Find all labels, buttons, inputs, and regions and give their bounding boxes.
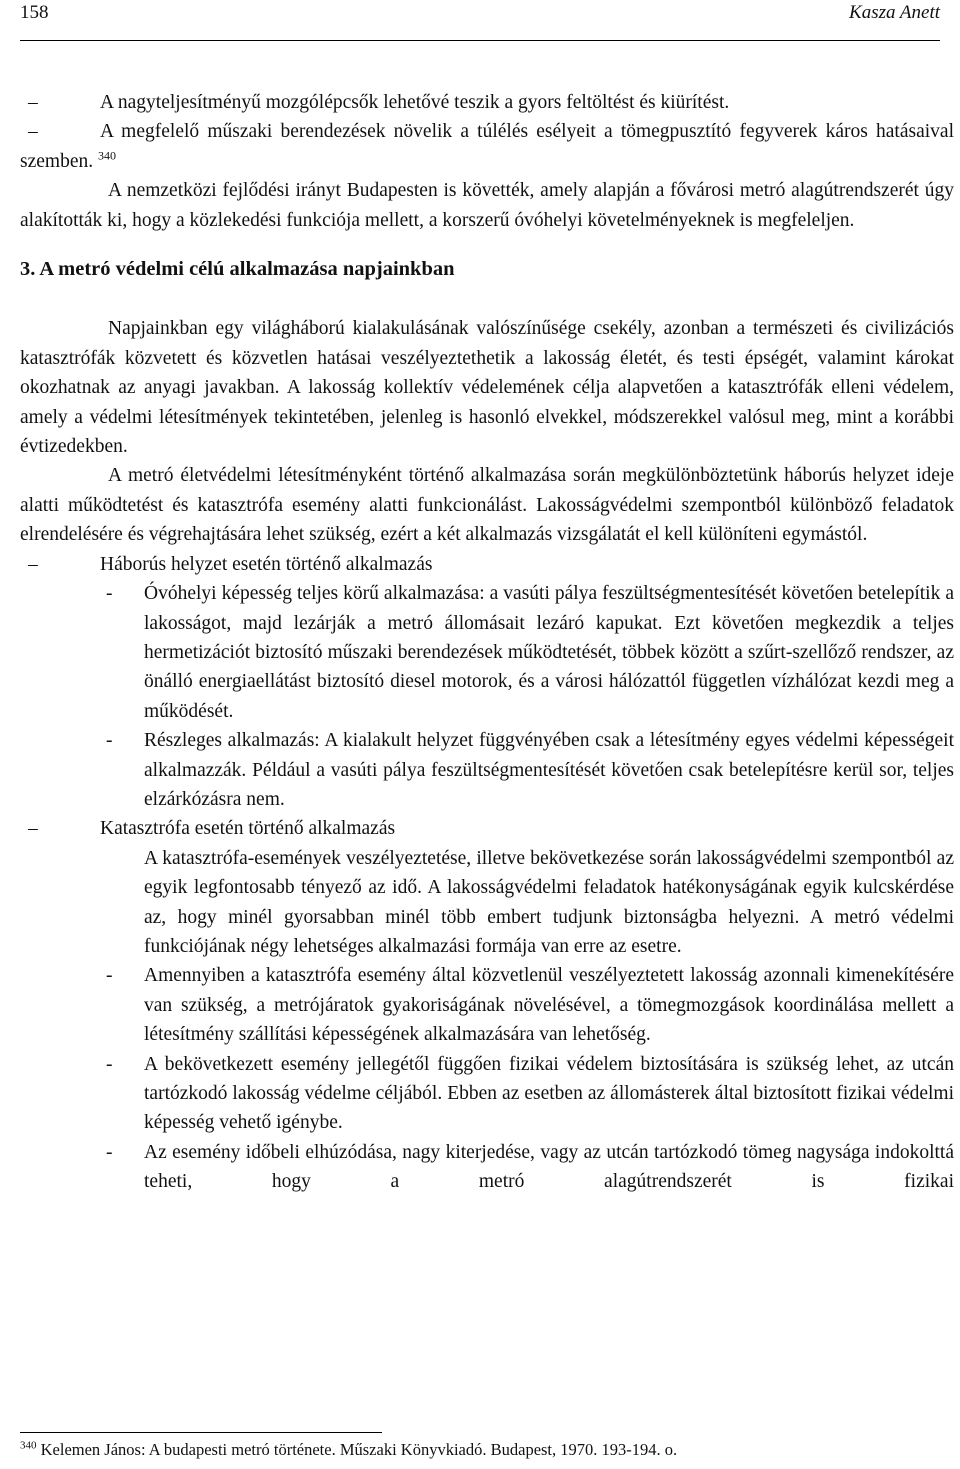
list-item-text: Amennyiben a katasztrófa esemény által közvetlenül veszélyeztetett lakosság azonnali kimenekítésére van szükség, a metrójáratok gyakoriságának növelésével, a tömegmozgások koordinálása mellett a létesítmény szállítási képességének alkalmazására van lehetőség.	[144, 965, 954, 1046]
list-item	[20, 961, 954, 1049]
footnote-rule	[20, 1432, 382, 1433]
list-item-text: A nagyteljesítményű mozgólépcsők lehetővé teszik a gyors feltöltést és kiürítést.	[100, 92, 730, 113]
dash-bullet: –	[28, 92, 38, 113]
dash-bullet: –	[28, 121, 38, 143]
list-item-text: A megfelelő műszaki berendezések növelik a túlélés esélyeit a tömegpusztító fegyverek káros hatásaival szemben.	[20, 121, 954, 172]
page-body	[20, 88, 954, 1197]
paragraph: A metró életvédelmi létesítményként történő alkalmazása során megkülönböztetünk háborús helyzet ideje alatti működtetést és katasztrófa esemény alatti funkcionálást. Lakosságvédelmi szempontból különböző feladatok elrendelésére és végrehajtására lehet szükség, ezért a két alkalmazás vizsgálatát el kell különíteni egymástól.	[20, 465, 954, 546]
page-number: 158	[20, 2, 49, 23]
list-item	[20, 726, 954, 814]
header-rule	[20, 40, 940, 41]
list-item-text: Az esemény időbeli elhúzódása, nagy kiterjedése, vagy az utcán tartózkodó tömeg nagysága indokolttá teheti, hogy a metró alagútrendszerét is fizikai	[144, 1141, 954, 1193]
subsection-title-text: Háborús helyzet esetén történő alkalmazás	[100, 553, 433, 575]
list-item-text: Óvóhelyi képesség teljes körű alkalmazása: a vasúti pálya feszültségmentesítését követően betelepítik a lakosságot, majd lezárják a metró állomásait lezáró kapukat. Ezt követően megkezdik a teljes hermetizációt biztosító műszaki berendezések működtetését, többek között a szűrt-szellőző rendszer, az önálló energiaellátást biztosító diesel motorok, és a városi hálózattól független vízhálózat kezdi meg a működését.	[144, 583, 954, 722]
paragraph: A nemzetközi fejlődési irányt Budapesten is követték, amely alapján a fővárosi metró alagútrendszerét úgy alakították ki, hogy a közlekedési funkciója mellett, a korszerű óvóhelyi követelményeknek is megfeleljen.	[20, 180, 954, 231]
hyphen-bullet: -	[106, 1053, 113, 1075]
hyphen-bullet: -	[106, 1141, 113, 1163]
subsection-title	[20, 550, 954, 579]
footnote-ref: 340	[97, 148, 116, 163]
footnote-number: 340	[20, 1439, 37, 1452]
hyphen-bullet: -	[106, 583, 113, 605]
list-item	[20, 1138, 954, 1197]
subsection-title	[20, 814, 954, 843]
list-item-text: Részleges alkalmazás: A kialakult helyzet függvényében csak a létesítmény egyes védelmi képességeit alkalmazzák. Például a vasúti pálya feszültségmentesítését követően csak betelepítésre kerül sor, teljes elzárkózásra nem.	[144, 730, 954, 810]
section-heading: 3. A metró védelmi célú alkalmazása napjainkban	[20, 258, 455, 281]
dash-bullet: –	[28, 818, 38, 840]
list-item-text: A bekövetkezett esemény jellegétől függően fizikai védelem biztosítására is szükség lehet, az utcán tartózkodó lakosság védelme céljából. Ebben az esetben az állomásterek által biztosított fizikai védelmi képesség vehető igénybe.	[144, 1053, 954, 1134]
subsection-title-text: Katasztrófa esetén történő alkalmazás	[100, 818, 396, 840]
list-item	[20, 117, 954, 176]
hyphen-bullet: -	[106, 965, 113, 987]
list-item	[20, 1050, 954, 1138]
running-head-author: Kasza Anett	[849, 2, 940, 23]
list-item	[20, 579, 954, 726]
paragraph: A katasztrófa-események veszélyeztetése, illetve bekövetkezése során lakosságvédelmi szempontból az egyik legfontosabb tényező az idő. A lakosságvédelmi feladatok hatékonyságának egyik kulcskérdése az, hogy minél gyorsabban minél több embert tudjunk biztonságba helyezni. A metró védelmi funkciójának négy lehetséges alkalmazási formája van erre az esetre.	[144, 847, 954, 957]
footnote-text: Kelemen János: A budapesti metró története. Műszaki Könyvkiadó. Budapest, 1970. 193-194. o.	[40, 1440, 678, 1459]
footnote	[20, 1440, 677, 1460]
paragraph: Napjainkban egy világháború kialakulásának valószínűsége csekély, azonban a természeti és civilizációs katasztrófák közvetett és közvetlen hatásai veszélyeztethetik a lakosság életét, és testi épségét, valamint károkat okozhatnak az anyagi javakban. A lakosság kollektív védelemének célja alapvetően a katasztrófák elleni védelem, amely a védelmi létesítmények tekintetében, jelenleg is hasonló elvekkel, módszerekkel valósul meg, mint a korábbi évtizedekben.	[20, 318, 954, 458]
hyphen-bullet: -	[106, 730, 113, 752]
list-item	[20, 88, 954, 117]
page-header	[0, 0, 960, 44]
dash-bullet: –	[28, 553, 38, 575]
